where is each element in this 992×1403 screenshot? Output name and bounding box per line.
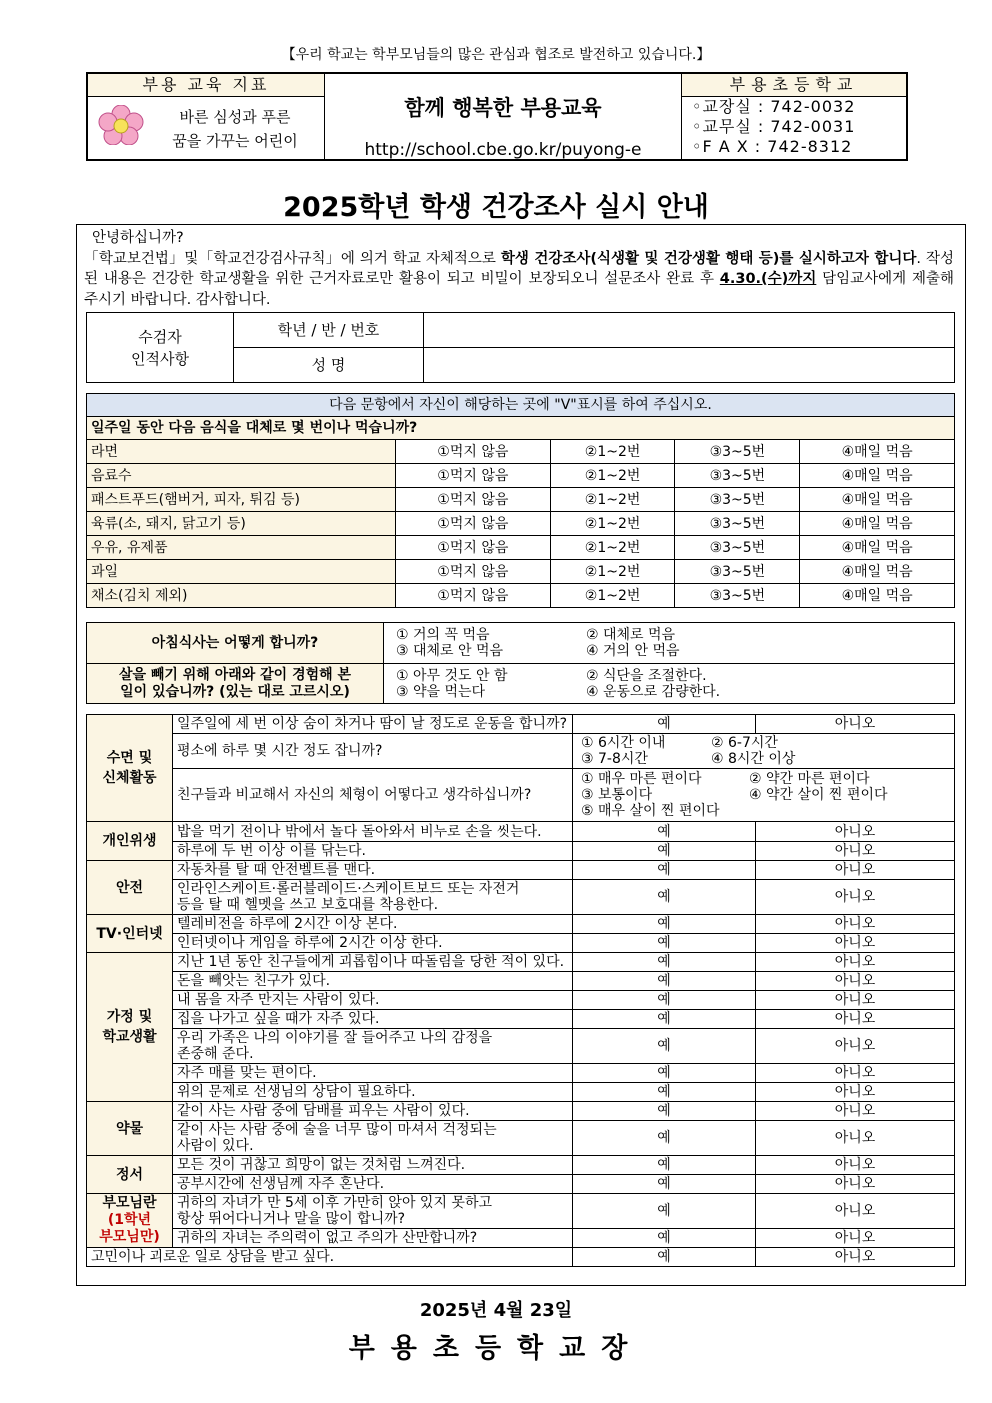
principal-signature: 부용초등학교장 <box>348 1333 644 1364</box>
option-3[interactable]: ③3~5번 <box>675 584 800 608</box>
body-option-5[interactable]: ⑤ 매우 살이 찐 편이다 <box>581 803 720 819</box>
question: 같이 사는 사람 중에 담배를 피우는 사람이 있다. <box>173 1102 573 1121</box>
motto-line-1: 바른 심성과 푸른 <box>179 108 291 126</box>
yes-option[interactable]: 예 <box>573 1121 756 1156</box>
category-emotion: 정서 <box>87 1156 173 1194</box>
food-item: 과일 <box>87 560 396 584</box>
page-title: 2025학년 학생 건강조사 실시 안내 <box>283 192 709 223</box>
no-option[interactable]: 아니오 <box>756 1175 955 1194</box>
option-4[interactable]: ④매일 먹음 <box>800 488 955 512</box>
no-option[interactable]: 아니오 <box>756 991 955 1010</box>
body-option-4[interactable]: ④ 약간 살이 찐 편이다 <box>749 787 888 803</box>
yes-option[interactable]: 예 <box>573 1229 756 1248</box>
survey-table <box>86 714 955 1267</box>
question: 집을 나가고 싶을 때가 자주 있다. <box>173 1010 573 1029</box>
date: 2025년 4월 23일 <box>419 1300 573 1321</box>
yes-option[interactable]: 예 <box>573 822 756 842</box>
yes-option[interactable]: 예 <box>573 1083 756 1102</box>
breakfast-option-3[interactable]: ③ 대체로 안 먹음 <box>396 643 504 659</box>
school-url[interactable]: http://school.cbe.go.kr/puyong-e <box>364 140 642 160</box>
sleep-option-1[interactable]: ① 6시간 이내 <box>581 735 666 751</box>
question: 위의 문제로 선생님의 상담이 필요하다. <box>173 1083 573 1102</box>
no-option[interactable]: 아니오 <box>756 1248 955 1267</box>
question: 인터넷이나 게임을 하루에 2시간 이상 한다. <box>173 934 573 953</box>
intro-paragraph: 「학교보건법」및「학교건강검사규칙」에 의거 학교 자체적으로 학생 건강조사(식생활 및 건강생활 행태 등)를 실시하고자 합니다. 작성된 내용은 건강한 학교생활을 위한 근거자료로만 활용이 되고 비밀이 보장되오니 설문조사 완료 후 4.30.(수)까지 담임교사에게 제출해 주시기 바랍니다. 감사합니다. <box>84 250 955 308</box>
grade-class-number-label: 학년 / 반 / 번호 <box>234 313 424 348</box>
main-slogan: 함께 행복한 부용교육 <box>404 96 602 120</box>
option-1[interactable]: ①먹지 않음 <box>396 512 551 536</box>
breakfast-option-1[interactable]: ① 거의 꼭 먹음 <box>396 627 490 643</box>
yes-option[interactable]: 예 <box>573 1010 756 1029</box>
option-1[interactable]: ①먹지 않음 <box>396 560 551 584</box>
yes-option[interactable]: 예 <box>573 1156 756 1175</box>
body-option-1[interactable]: ① 매우 마른 편이다 <box>581 771 702 787</box>
sleep-option-2[interactable]: ② 6-7시간 <box>711 735 778 751</box>
diet-question: 살을 빼기 위해 아래와 같이 경험해 본 일이 있습니까? (있는 대로 고르시오) <box>87 664 384 704</box>
no-option[interactable]: 아니오 <box>756 1121 955 1156</box>
contact-box <box>682 74 906 159</box>
no-option[interactable]: 아니오 <box>756 861 955 880</box>
yes-option[interactable]: 예 <box>573 1248 756 1267</box>
option-3[interactable]: ③3~5번 <box>675 560 800 584</box>
greeting: 안녕하십니까? <box>92 230 184 246</box>
option-1[interactable]: ①먹지 않음 <box>396 584 551 608</box>
sleep-options <box>573 734 955 769</box>
sleep-option-4[interactable]: ④ 8시간 이상 <box>711 751 796 767</box>
option-4[interactable]: ④매일 먹음 <box>800 512 955 536</box>
no-option[interactable]: 아니오 <box>756 1194 955 1229</box>
yes-option[interactable]: 예 <box>573 934 756 953</box>
food-item: 채소(김치 제외) <box>87 584 396 608</box>
no-option[interactable]: 아니오 <box>756 1029 955 1064</box>
option-2[interactable]: ②1~2번 <box>550 560 675 584</box>
no-option[interactable]: 아니오 <box>756 1010 955 1029</box>
yes-option[interactable]: 예 <box>573 953 756 972</box>
option-2[interactable]: ②1~2번 <box>550 464 675 488</box>
question: 고민이나 괴로운 일로 상담을 받고 싶다. <box>87 1248 573 1267</box>
examinee-label-1: 수검자 <box>138 327 182 346</box>
body-option-2[interactable]: ② 약간 마른 편이다 <box>749 771 870 787</box>
question: 평소에 하루 몇 시간 정도 잡니까? <box>173 734 573 769</box>
diet-option-2[interactable]: ② 식단을 조절한다. <box>586 667 707 684</box>
category-sleep: 수면 및 신체활동 <box>87 715 173 822</box>
question: 귀하의 자녀가 만 5세 이후 가만히 앉아 있지 못하고 항상 뛰어다니거나 말을 많이 합니까? <box>173 1194 573 1229</box>
food-item: 라면 <box>87 440 396 464</box>
option-2[interactable]: ②1~2번 <box>550 584 675 608</box>
deadline: 4.30.(수)까지 <box>719 271 817 287</box>
question: 밥을 먹기 전이나 밖에서 놀다 돌아와서 비누로 손을 씻는다. <box>173 822 573 842</box>
option-1[interactable]: ①먹지 않음 <box>396 488 551 512</box>
category-substance: 약물 <box>87 1102 173 1156</box>
question: 우리 가족은 나의 이야기를 잘 들어주고 나의 감정을 존중해 준다. <box>173 1029 573 1064</box>
category-home-school: 가정 및 학교생활 <box>87 953 173 1102</box>
no-option[interactable]: 아니오 <box>756 842 955 861</box>
question: 자동차를 탈 때 안전벨트를 맨다. <box>173 861 573 880</box>
question: 내 몸을 자주 만지는 사람이 있다. <box>173 991 573 1010</box>
no-option[interactable]: 아니오 <box>756 1064 955 1083</box>
category-parent: 부모님란 (1학년 부모님만) <box>87 1194 173 1248</box>
question: 돈을 빼앗는 친구가 있다. <box>173 972 573 991</box>
breakfast-question: 아침식사는 어떻게 합니까? <box>87 623 384 664</box>
question: 모든 것이 귀찮고 희망이 없는 것처럼 느껴진다. <box>173 1156 573 1175</box>
yes-option[interactable]: 예 <box>573 880 756 915</box>
school-slogan: 【우리 학교는 학부모님들의 많은 관심과 협조로 발전하고 있습니다.】 <box>281 47 711 63</box>
name-input[interactable] <box>424 348 955 383</box>
no-option[interactable]: 아니오 <box>756 715 955 734</box>
grade-class-number-input[interactable] <box>424 313 955 348</box>
diet-option-3[interactable]: ③ 약을 먹는다 <box>396 683 486 700</box>
phone-principal: ◦교장실 : 742-0032 <box>692 97 856 116</box>
question: 자주 매를 맞는 편이다. <box>173 1064 573 1083</box>
breakfast-option-4[interactable]: ④ 거의 안 먹음 <box>586 643 680 659</box>
yes-option[interactable]: 예 <box>573 842 756 861</box>
option-2[interactable]: ②1~2번 <box>550 536 675 560</box>
name-label: 성 명 <box>234 348 424 383</box>
yes-option[interactable]: 예 <box>573 1194 756 1229</box>
yes-option[interactable]: 예 <box>573 1064 756 1083</box>
option-2[interactable]: ②1~2번 <box>550 488 675 512</box>
option-2[interactable]: ②1~2번 <box>550 512 675 536</box>
option-3[interactable]: ③3~5번 <box>675 440 800 464</box>
fax: ◦F A X : 742-8312 <box>692 137 853 156</box>
option-3[interactable]: ③3~5번 <box>675 488 800 512</box>
no-option[interactable]: 아니오 <box>756 972 955 991</box>
no-option[interactable]: 아니오 <box>756 1083 955 1102</box>
question: 텔레비전을 하루에 2시간 이상 본다. <box>173 915 573 934</box>
education-goal-title: 부용 교육 지표 <box>88 74 324 97</box>
yes-option[interactable]: 예 <box>573 915 756 934</box>
question: 인라인스케이트·롤러블레이드·스케이트보드 또는 자전거 등을 탈 때 헬멧을 쓰고 보호대를 착용한다. <box>173 880 573 915</box>
no-option[interactable]: 아니오 <box>756 934 955 953</box>
food-item: 음료수 <box>87 464 396 488</box>
diet-option-4[interactable]: ④ 운동으로 감량한다. <box>586 683 721 700</box>
question: 귀하의 자녀는 주의력이 없고 주의가 산만합니까? <box>173 1229 573 1248</box>
food-item: 우유, 유제품 <box>87 536 396 560</box>
question: 친구들과 비교해서 자신의 체형이 어떻다고 생각하십니까? <box>173 769 573 822</box>
no-option[interactable]: 아니오 <box>756 953 955 972</box>
yes-option[interactable]: 예 <box>573 715 756 734</box>
category-tv-internet: TV·인터넷 <box>87 915 173 953</box>
no-option[interactable]: 아니오 <box>756 915 955 934</box>
school-name: 부용초등학교 <box>682 74 906 97</box>
yes-option[interactable]: 예 <box>573 991 756 1010</box>
diet-option-1[interactable]: ① 아무 것도 안 함 <box>396 667 508 684</box>
breakfast-option-2[interactable]: ② 대체로 먹음 <box>586 627 676 643</box>
diet-options <box>384 664 955 704</box>
examinee-label-2: 인적사항 <box>131 349 189 368</box>
intro-text <box>84 228 954 310</box>
option-3[interactable]: ③3~5번 <box>675 464 800 488</box>
question: 공부시간에 선생님께 자주 혼난다. <box>173 1175 573 1194</box>
instruction: 다음 문항에서 자신이 해당하는 곳에 "V"표시를 하여 주십시오. <box>87 394 955 417</box>
yes-option[interactable]: 예 <box>573 1029 756 1064</box>
yes-option[interactable]: 예 <box>573 861 756 880</box>
no-option[interactable]: 아니오 <box>756 1156 955 1175</box>
category-hygiene: 개인위생 <box>87 822 173 861</box>
question: 지난 1년 동안 친구들에게 괴롭힘이나 따돌림을 당한 적이 있다. <box>173 953 573 972</box>
phone-office: ◦교무실 : 742-0031 <box>692 117 856 136</box>
body-options <box>573 769 955 822</box>
no-option[interactable]: 아니오 <box>756 880 955 915</box>
food-table <box>86 393 955 608</box>
school-header <box>86 72 908 161</box>
question: 일주일에 세 번 이상 숨이 차거나 땀이 날 정도로 운동을 합니까? <box>173 715 573 734</box>
option-4[interactable]: ④매일 먹음 <box>800 560 955 584</box>
yes-option[interactable]: 예 <box>573 1102 756 1121</box>
category-safety: 안전 <box>87 861 173 915</box>
yes-option[interactable]: 예 <box>573 1175 756 1194</box>
option-4[interactable]: ④매일 먹음 <box>800 464 955 488</box>
option-1[interactable]: ①먹지 않음 <box>396 536 551 560</box>
option-3[interactable]: ③3~5번 <box>675 536 800 560</box>
breakfast-options <box>384 623 955 664</box>
option-1[interactable]: ①먹지 않음 <box>396 464 551 488</box>
motto-line-2: 꿈을 가꾸는 어린이 <box>172 132 298 150</box>
no-option[interactable]: 아니오 <box>756 822 955 842</box>
option-3[interactable]: ③3~5번 <box>675 512 800 536</box>
option-2[interactable]: ②1~2번 <box>550 440 675 464</box>
no-option[interactable]: 아니오 <box>756 1229 955 1248</box>
education-goal-box <box>88 74 325 159</box>
sleep-option-3[interactable]: ③ 7-8시간 <box>581 751 648 767</box>
food-item: 육류(소, 돼지, 닭고기 등) <box>87 512 396 536</box>
body-option-3[interactable]: ③ 보통이다 <box>581 787 653 803</box>
option-4[interactable]: ④매일 먹음 <box>800 584 955 608</box>
option-4[interactable]: ④매일 먹음 <box>800 536 955 560</box>
option-4[interactable]: ④매일 먹음 <box>800 440 955 464</box>
no-option[interactable]: 아니오 <box>756 1102 955 1121</box>
option-1[interactable]: ①먹지 않음 <box>396 440 551 464</box>
question: 같이 사는 사람 중에 술을 너무 많이 마셔서 걱정되는 사람이 있다. <box>173 1121 573 1156</box>
habit-table <box>86 622 955 704</box>
food-item: 패스트푸드(햄버거, 피자, 튀김 등) <box>87 488 396 512</box>
yes-option[interactable]: 예 <box>573 972 756 991</box>
question: 하루에 두 번 이상 이를 닦는다. <box>173 842 573 861</box>
food-question: 일주일 동안 다음 음식을 대체로 몇 번이나 먹습니까? <box>87 417 955 440</box>
main-slogan-box <box>325 74 682 159</box>
flower-icon <box>98 105 144 145</box>
examinee-table <box>86 312 955 383</box>
